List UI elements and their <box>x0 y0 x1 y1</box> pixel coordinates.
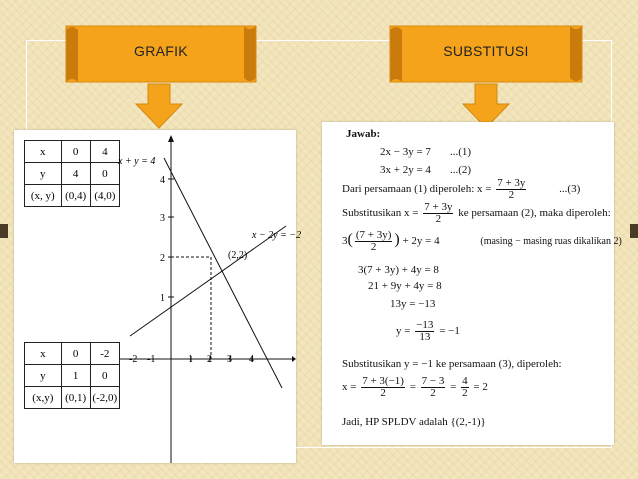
step-substitute-y: Substitusikan y = −1 ke persamaan (3), diperoleh: <box>342 358 562 370</box>
equation-1-tag: ...(1) <box>450 146 472 158</box>
fraction-denominator: 2 <box>380 387 386 399</box>
y-tick-label: 3 <box>160 213 165 224</box>
grafik-title: GRAFIK <box>134 43 188 59</box>
table-cell: 0 <box>61 141 90 163</box>
down-arrow-icon <box>136 84 182 128</box>
line-x-plus-y-eq-4 <box>164 158 282 388</box>
x-tick-label: 1 <box>188 354 193 365</box>
table-cell: 1 <box>61 365 90 387</box>
x-tick-label: 4 <box>249 354 254 365</box>
y-tick-label: 2 <box>160 253 165 264</box>
table-cell: (0,4) <box>61 185 90 207</box>
fraction <box>361 376 405 399</box>
solve-x-lhs: x = <box>342 381 357 394</box>
table-cell: y <box>25 365 62 387</box>
y-axis-arrow <box>168 135 174 142</box>
solve-y-result: = −1 <box>439 325 460 338</box>
solve-y <box>396 320 460 343</box>
fraction <box>415 320 434 343</box>
table-cell: x <box>25 141 62 163</box>
fraction-denominator: 2 <box>435 213 442 225</box>
line-x-minus-2y-eq-neg2 <box>130 226 286 336</box>
multiply-note: (masing − masing ruas dikalikan 2) <box>480 236 622 248</box>
table-cell: y <box>25 163 62 185</box>
solve-y-lhs: y = <box>396 325 411 338</box>
fraction <box>421 376 446 399</box>
grafik-panel <box>14 130 302 463</box>
paren-open: ( <box>347 231 353 249</box>
conclusion: Jadi, HP SPLDV adalah {(2,-1)} <box>342 416 486 428</box>
table-cell: (4,0) <box>90 185 119 207</box>
fraction-denominator: 2 <box>430 387 436 399</box>
step-line-6: 3(7 + 3y) + 4y = 8 <box>358 264 439 276</box>
x-tick-label: -2 <box>129 354 138 365</box>
fraction-numerator: 7 + 3y <box>424 201 453 213</box>
fraction-numerator: 7 + 3(−1) <box>362 375 404 387</box>
equation-2: 3x + 2y = 4 <box>380 164 431 176</box>
equation-3-tag: ...(3) <box>559 183 581 196</box>
substitusi-banner <box>390 26 582 82</box>
solution-heading: Jawab: <box>346 128 381 140</box>
x-tick-label: 3 <box>227 354 232 365</box>
table-cell: (0,1) <box>61 387 90 409</box>
step-expanded <box>342 230 622 253</box>
fraction-denominator: 2 <box>370 241 377 253</box>
fraction-denominator: 2 <box>508 189 515 201</box>
fraction-numerator: (7 + 3y) <box>355 229 392 241</box>
solve-x <box>342 376 488 399</box>
y-tick-label: 1 <box>160 293 165 304</box>
step-derive-x <box>342 178 580 201</box>
fraction <box>355 230 393 253</box>
table-cell: (x,y) <box>25 387 62 409</box>
step-substitute-tail: ke persamaan (2), maka diperoleh: <box>458 207 611 220</box>
table-cell: 0 <box>90 365 119 387</box>
line1-label: x + y = 4 <box>118 156 156 167</box>
equation-2-tag: ...(2) <box>450 164 472 176</box>
step-substitute-text: Substitusikan x = <box>342 207 419 220</box>
fraction-numerator: 7 − 3 <box>421 375 445 387</box>
table-cell: 4 <box>90 141 119 163</box>
fraction-denominator: 13 <box>419 331 431 343</box>
grafik-banner <box>66 26 256 82</box>
substitusi-panel <box>322 122 622 445</box>
x-tick-label: 2 <box>207 354 212 365</box>
table-cell: (x, y) <box>25 185 62 207</box>
x-axis-arrow <box>292 356 296 362</box>
table-cell: 0 <box>90 163 119 185</box>
table-cell: x <box>25 343 62 365</box>
fraction-numerator: −13 <box>416 319 434 331</box>
fraction-numerator: 4 <box>462 375 468 387</box>
line2-label: x − 2y = −2 <box>252 230 302 241</box>
fraction <box>496 178 526 201</box>
intersection-label: (2,2) <box>228 250 248 261</box>
right-edge-bar <box>630 224 638 238</box>
fraction-numerator: 7 + 3y <box>497 177 526 189</box>
x-tick-label: -1 <box>147 354 156 365</box>
table-cell: 4 <box>61 163 90 185</box>
table-cell: 0 <box>61 343 90 365</box>
step-line-7: 21 + 9y + 4y = 8 <box>368 280 442 292</box>
step-line-8: 13y = −13 <box>390 298 436 310</box>
table-cell: -2 <box>90 343 119 365</box>
equation-1: 2x − 3y = 7 <box>380 146 431 158</box>
left-edge-bar <box>0 224 8 238</box>
fraction <box>423 202 453 225</box>
fraction <box>461 376 469 399</box>
equals-sign: = <box>409 381 416 394</box>
coefficient: 3 <box>342 235 348 248</box>
y-tick-label: 4 <box>160 175 165 186</box>
step-expanded-tail: + 2y = 4 <box>402 235 440 248</box>
substitusi-title: SUBSTITUSI <box>443 43 529 59</box>
graph-plot <box>14 130 302 463</box>
step-derive-x-text: Dari persamaan (1) diperoleh: x = <box>342 183 492 196</box>
equals-sign: = <box>450 381 457 394</box>
paren-close: ) <box>394 231 400 249</box>
solve-x-result: = 2 <box>473 381 488 394</box>
table-cell: (-2,0) <box>90 387 119 409</box>
fraction-denominator: 2 <box>462 387 468 399</box>
step-substitute <box>342 202 611 225</box>
